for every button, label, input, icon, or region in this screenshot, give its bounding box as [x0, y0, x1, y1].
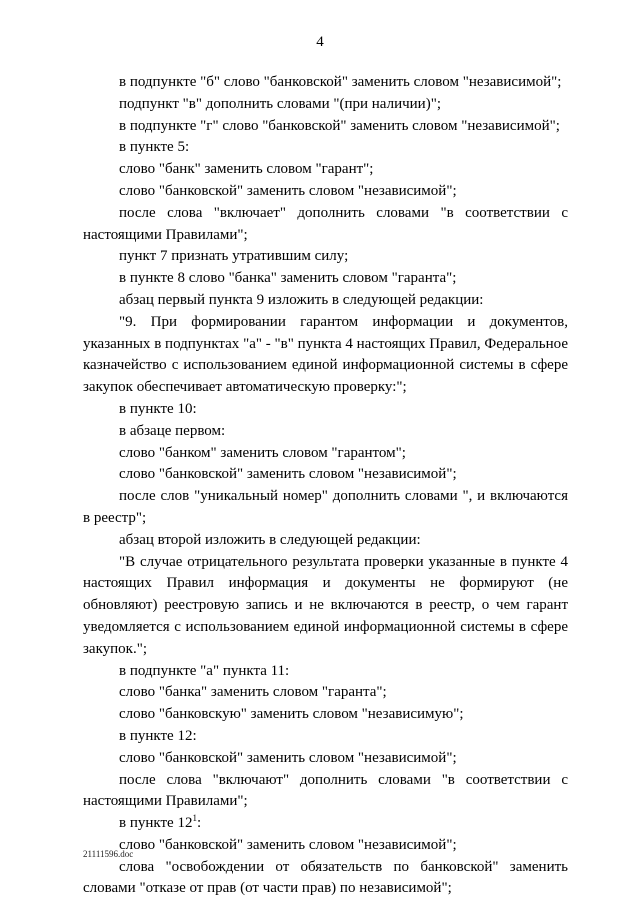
- paragraph: в пункте 8 слово "банка" заменить словом "гаранта";: [119, 270, 457, 287]
- document-body: [83, 72, 568, 900]
- paragraph: слово "банковской" заменить словом "независимой";: [119, 182, 457, 199]
- paragraph-with-superscript: [83, 813, 568, 835]
- paragraph: слово "банковской" заменить словом "независимой";: [119, 749, 457, 766]
- paragraph: в пункте 12:: [119, 727, 197, 744]
- paragraph: слово "банковской" заменить словом "независимой";: [119, 466, 457, 483]
- page-number: 4: [316, 34, 324, 50]
- paragraph: после слова "включает" дополнить словами "в соответствии с настоящими Правилами";: [83, 204, 568, 243]
- paragraph: абзац первый пункта 9 изложить в следующей редакции:: [119, 291, 484, 308]
- paragraph: "В случае отрицательного результата проверки указанные в пункте 4 настоящих Правил информация и документы не формируют (не обновляют) реестровую запись и не включаются в реестр, о чем гарант уведомляется с использованием единой информационной системы в сфере закупок.";: [83, 553, 568, 657]
- paragraph: подпункт "в" дополнить словами "(при наличии)";: [119, 95, 441, 112]
- superscript: 1: [192, 813, 197, 824]
- paragraph: в пункте 10:: [119, 400, 197, 417]
- paragraph: после слова "включают" дополнить словами "в соответствии с настоящими Правилами";: [83, 771, 568, 810]
- paragraph: после слов "уникальный номер" дополнить словами ", и включаются в реестр";: [83, 488, 568, 526]
- paragraph: пункт 7 признать утратившим силу;: [119, 248, 349, 265]
- paragraph: слово "банком" заменить словом "гарантом";: [119, 444, 406, 461]
- paragraph: в подпункте "а" пункта 11:: [119, 662, 290, 679]
- paragraph: слово "банковскую" заменить словом "независимую";: [119, 706, 464, 723]
- document-footer: 21111596.doc: [83, 849, 134, 859]
- paragraph: "9. При формировании гарантом информации и документов, указанных в подпунктах "а" - "в" пункта 4 настоящих Правил, Федеральное казначейство с использованием единой информационной системы в сфере закупок обеспечивает автоматическую проверку:";: [83, 313, 568, 396]
- paragraph: абзац второй изложить в следующей редакции:: [119, 531, 421, 548]
- paragraph: в абзаце первом:: [119, 422, 226, 439]
- paragraph: в пункте 5:: [119, 139, 190, 156]
- paragraph-text: в пункте 12: [119, 815, 193, 832]
- paragraph: слово "банк" заменить словом "гарант";: [119, 161, 374, 178]
- paragraph: в подпункте "г" слово "банковской" заменить словом "независимой";: [119, 117, 560, 134]
- paragraph: слово "банковской" заменить словом "независимой";: [119, 836, 457, 853]
- paragraph: слово "банка" заменить словом "гаранта";: [119, 684, 387, 701]
- paragraph-text-after: :: [196, 815, 202, 832]
- paragraph: в подпункте "б" слово "банковской" заменить словом "независимой";: [119, 74, 562, 90]
- paragraph: слова "освобождении от обязательств по банковской" заменить словами "отказе от прав (от части прав) по независимой";: [83, 858, 568, 897]
